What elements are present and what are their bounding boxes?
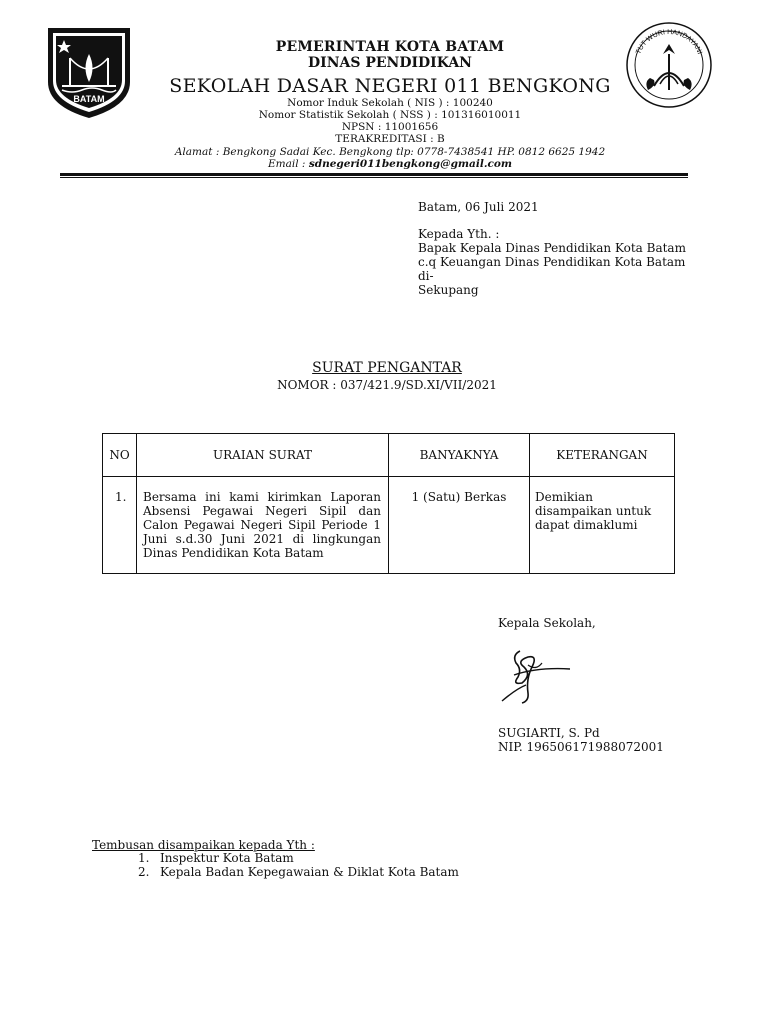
addressee-label: Kepada Yth. : <box>418 227 500 241</box>
letter-table <box>102 433 675 574</box>
signatory-nip: NIP. 196506171988072001 <box>498 740 664 754</box>
email-label: Email : <box>268 158 309 170</box>
header-rule-thick <box>60 173 688 176</box>
recipient-line: Sekupang <box>418 283 479 297</box>
row-no: 1. <box>115 490 127 504</box>
table-header-no: NO <box>109 448 130 462</box>
table-header-banyaknya: BANYAKNYA <box>419 448 499 462</box>
row-uraian: Bersama ini kami kirimkan Laporan Absensi Pegawai Negeri Sipil dan Calon Pegawai Negeri Sipil Periode 1 Juni s.d.30 Juni 2021 di lingkungan Dinas Pendidikan Kota Batam <box>143 490 381 560</box>
batam-city-emblem <box>42 24 136 120</box>
right-logo-text: TUT WURI HANDAYANI <box>635 28 703 56</box>
copies-item-number: 2. <box>138 865 150 879</box>
school-nis: Nomor Induk Sekolah ( NIS ) : 100240 <box>287 97 493 109</box>
letter-date: Batam, 06 Juli 2021 <box>418 200 539 214</box>
copies-item-text: Inspektur Kota Batam <box>160 851 294 865</box>
signatory-name: SUGIARTI, S. Pd <box>498 726 600 740</box>
copies-item-number: 1. <box>138 851 150 865</box>
school-address: Alamat : Bengkong Sadai Kec. Bengkong tlp: 0778-7438541 HP. 0812 6625 1942 <box>174 146 606 158</box>
copies-item-text: Kepala Badan Kepegawaian & Diklat Kota Batam <box>160 865 459 879</box>
row-banyaknya: 1 (Satu) Berkas <box>411 490 507 504</box>
signatory-position: Kepala Sekolah, <box>498 616 596 630</box>
copies-label: Tembusan disampaikan kepada Yth : <box>92 838 315 852</box>
recipient-line: di- <box>418 269 434 283</box>
school-email: sdnegeri011bengkong@gmail.com <box>308 158 512 170</box>
government-name: PEMERINTAH KOTA BATAM <box>275 39 505 55</box>
recipient-line: Bapak Kepala Dinas Pendidikan Kota Batam <box>418 241 686 255</box>
table-divider <box>103 476 674 477</box>
table-header-uraian: URAIAN SURAT <box>213 448 312 462</box>
left-logo-text: BATAM <box>73 94 105 104</box>
header-rule-thin <box>60 177 688 178</box>
letter-title: SURAT PENGANTAR <box>312 360 462 376</box>
row-keterangan: Demikian disampaikan untuk dapat dimaklumi <box>535 490 652 532</box>
school-name: SEKOLAH DASAR NEGERI 011 BENGKONG <box>169 75 611 97</box>
handwritten-signature <box>498 645 578 705</box>
school-accreditation: TERAKREDITASI : B <box>335 133 445 145</box>
tut-wuri-handayani-emblem <box>624 20 714 110</box>
school-email-line <box>160 159 620 170</box>
table-header-keterangan: KETERANGAN <box>556 448 648 462</box>
school-npsn: NPSN : 11001656 <box>341 121 439 133</box>
school-nss: Nomor Statistik Sekolah ( NSS ) : 101316010011 <box>258 109 522 121</box>
department-name: DINAS PENDIDIKAN <box>308 55 472 71</box>
recipient-line: c.q Keuangan Dinas Pendidikan Kota Batam <box>418 255 686 269</box>
letter-number: NOMOR : 037/421.9/SD.XI/VII/2021 <box>277 378 497 392</box>
